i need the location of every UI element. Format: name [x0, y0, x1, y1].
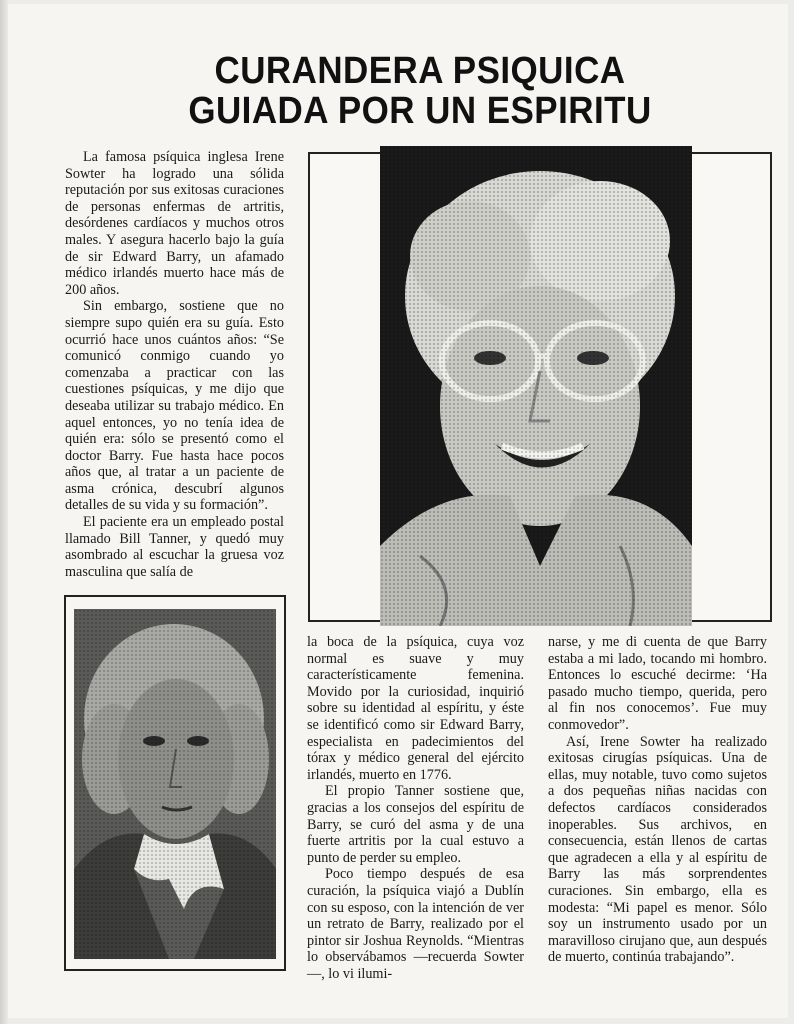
paragraph: El paciente era un empleado postal llamado Bill Tanner, y quedó muy asombrado al escuchar la gruesa voz masculina que salía de	[65, 514, 284, 580]
headline-line-2: GUIADA POR UN ESPIRITU	[188, 90, 652, 132]
article-column-right	[548, 634, 767, 966]
paragraph: narse, y me di cuenta de que Barry estaba a mi lado, tocando mi hombro. Entonces lo escuché decirme: ‘Ha pasado mucho tiempo, querida, pero al fin nos conocemos’. Fue muy conmovedor”.	[548, 634, 767, 733]
paragraph: El propio Tanner sostiene que, gracias a los consejos del espíritu de Barry, se curó del asma y de una fuerte artritis por la cual estuvo a punto de perder su empleo.	[307, 783, 524, 866]
paragraph: La famosa psíquica inglesa Irene Sowter ha logrado una sólida reputación por sus exitosas curaciones de personas enfermas de artritis, desórdenes cardíacos y muchos otros males. Y asegura hacerlo bajo la guía de sir Edward Barry, un afamado médico irlandés muerto hace más de 200 años.	[65, 149, 284, 298]
paragraph: Sin embargo, sostiene que no siempre supo quién era su guía. Esto ocurrió hace unos cuántos años: “Se comunicó conmigo cuando yo comenzaba a practicar con las cuestiones psíquicas, y me dijo que deseaba utilizar su trabajo médico. En aquel entonces, yo no tenía idea de quién era: sólo se presentó como el doctor Barry. Fue hasta hace pocos años que, al tratar a un paciente de asma crónica, descubrí algunos detalles de su vida y su formación”.	[65, 298, 284, 514]
headline-line-1: CURANDERA PSIQUICA	[214, 50, 626, 92]
article-column-left	[65, 149, 284, 580]
paragraph: Poco tiempo después de esa curación, la psíquica viajó a Dublín con su esposo, con la intención de ver un retrato de Barry, realizado por el pintor sir Joshua Reynolds. “Mientras lo observábamos —recuerda Sowter—, lo vi ilumi-	[307, 866, 524, 982]
paragraph: la boca de la psíquica, cuya voz normal es suave y muy característicamente femenina. Movido por la curiosidad, inquirió sobre su identidad al espíritu, y éste se identificó como sir Edward Barry, especialista en padecimientos del tórax y médico general del ejército irlandés, muerto en 1776.	[307, 634, 524, 783]
barry-portrait	[74, 609, 276, 959]
article-column-middle	[307, 634, 524, 982]
psychic-photo	[380, 146, 692, 626]
paragraph: Así, Irene Sowter ha realizado exitosas cirugías psíquicas. Una de ellas, muy notable, tuvo como sujetos a dos pequeñas niñas nacidas con defectos cardíacos considerados inoperables. Sus archivos, en consecuencia, están llenos de cartas que agradecen a ella y al espíritu de Barry las más sorprendentes curaciones. Sin embargo, ella es modesta: “Mi papel es menor. Sólo soy un instrumento usado por un maravilloso cirujano que, aun después de muerto, continúa trabajando”.	[548, 733, 767, 966]
